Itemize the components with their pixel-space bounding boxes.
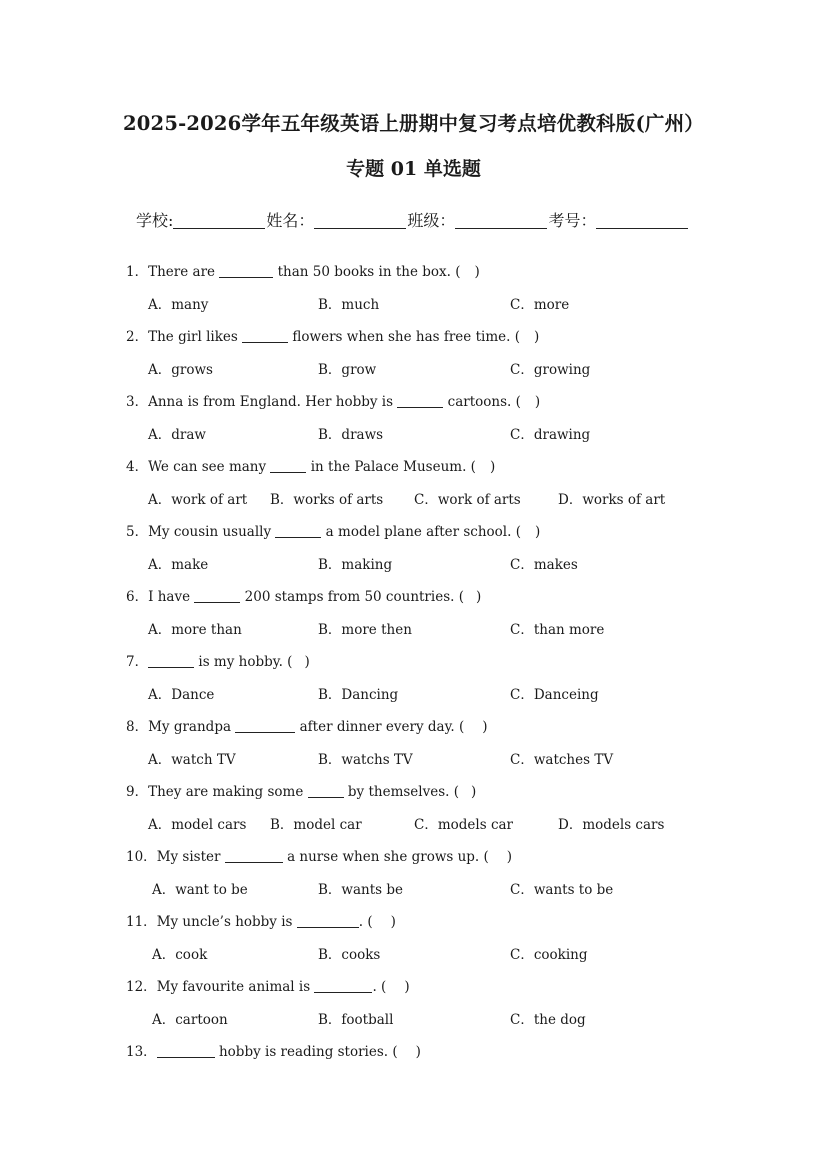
question-paren-close: ) <box>482 719 488 735</box>
option-9-d[interactable] <box>558 813 664 833</box>
option-letter: A． <box>148 557 172 573</box>
option-letter: A． <box>148 687 172 703</box>
option-text: the dog <box>533 1012 586 1028</box>
option-letter: C． <box>510 947 534 963</box>
option-text: cook <box>175 947 208 963</box>
question-text-before: My favourite animal is <box>156 979 311 995</box>
option-text: many <box>171 297 209 313</box>
option-letter: A． <box>148 752 172 768</box>
option-6-b[interactable] <box>318 618 412 638</box>
question-3 <box>126 390 540 410</box>
option-letter: C． <box>414 492 438 508</box>
question-text-after: by themselves. ( <box>347 784 460 800</box>
option-8-b[interactable] <box>318 748 413 768</box>
question-paren-close: ) <box>304 654 310 670</box>
question-paren-close: ) <box>404 979 410 995</box>
option-letter: A． <box>148 362 172 378</box>
option-letter: B． <box>318 557 342 573</box>
question-paren-close: ) <box>471 784 477 800</box>
option-text: than more <box>533 622 605 638</box>
question-13 <box>126 1040 421 1060</box>
option-letter: C． <box>510 362 534 378</box>
question-text-before: Anna is from England. Her hobby is <box>148 394 394 410</box>
answer-blank[interactable] <box>194 590 240 603</box>
option-letter: B． <box>318 427 342 443</box>
option-9-c[interactable] <box>414 813 513 833</box>
option-1-c[interactable] <box>510 293 569 313</box>
question-6 <box>126 585 481 605</box>
option-10-a[interactable] <box>152 878 248 898</box>
question-text-before: My grandpa <box>148 719 232 735</box>
option-7-a[interactable] <box>148 683 214 703</box>
question-text-after: a model plane after school. ( <box>325 524 521 540</box>
option-text: work of arts <box>437 492 521 508</box>
question-text-before: We can see many <box>148 459 267 475</box>
answer-blank[interactable] <box>219 265 273 278</box>
question-number: 12． <box>126 979 157 995</box>
option-letter: A． <box>148 492 172 508</box>
option-letter: A． <box>152 882 176 898</box>
school-field[interactable] <box>173 212 265 229</box>
question-text-after: . ( <box>372 979 387 995</box>
option-letter: B． <box>318 947 342 963</box>
option-text: growing <box>533 362 591 378</box>
option-1-b[interactable] <box>318 293 379 313</box>
question-paren-close: ) <box>534 394 541 410</box>
question-text-after: hobby is reading stories. ( <box>218 1044 398 1060</box>
question-number: 7． <box>126 654 149 670</box>
exam-number-label: 考号： <box>548 211 597 230</box>
option-text: makes <box>533 557 578 573</box>
option-3-c[interactable] <box>510 423 590 443</box>
class-label: 班级： <box>407 211 456 230</box>
answer-blank[interactable] <box>270 460 306 473</box>
question-paren-close: ) <box>489 459 496 475</box>
answer-blank[interactable] <box>157 1045 215 1058</box>
option-5-a[interactable] <box>148 553 208 573</box>
option-letter: C． <box>510 557 534 573</box>
answer-blank[interactable] <box>297 915 359 928</box>
option-3-b[interactable] <box>318 423 383 443</box>
question-paren-close: ) <box>390 914 396 930</box>
option-text: models cars <box>582 817 665 833</box>
answer-blank[interactable] <box>148 655 194 668</box>
question-number: 2． <box>126 329 149 345</box>
option-letter: B． <box>270 492 294 508</box>
school-label: 学校: <box>136 211 174 230</box>
option-text: drawing <box>533 427 591 443</box>
option-text: football <box>341 1012 394 1028</box>
option-text: Dance <box>171 687 215 703</box>
question-paren-close: ) <box>475 589 482 605</box>
option-11-b[interactable] <box>318 943 380 963</box>
option-text: wants to be <box>533 882 614 898</box>
option-text: more than <box>171 622 242 638</box>
question-paren-close: ) <box>415 1044 421 1060</box>
question-number: 4． <box>126 459 149 475</box>
question-number: 9． <box>126 784 149 800</box>
option-text: watchs TV <box>341 752 413 768</box>
question-number: 3． <box>126 394 149 410</box>
question-text-after: a nurse when she grows up. ( <box>287 849 489 865</box>
option-text: much <box>341 297 380 313</box>
class-field[interactable] <box>455 212 547 229</box>
option-4-a[interactable] <box>148 488 247 508</box>
question-text-after: 200 stamps from 50 countries. ( <box>244 589 464 605</box>
option-text: Danceing <box>533 687 599 703</box>
question-text-after: than 50 books in the box. ( <box>277 264 461 280</box>
option-3-a[interactable] <box>148 423 206 443</box>
question-text-after: . ( <box>358 914 373 930</box>
option-letter: C． <box>510 687 534 703</box>
option-1-a[interactable] <box>148 293 208 313</box>
question-text-before: The girl likes <box>148 329 238 345</box>
question-number: 13． <box>126 1044 157 1060</box>
option-9-b[interactable] <box>270 813 362 833</box>
question-7 <box>126 650 310 670</box>
option-letter: C． <box>510 427 534 443</box>
answer-blank[interactable] <box>308 785 344 798</box>
option-letter: B． <box>270 817 294 833</box>
option-6-a[interactable] <box>148 618 242 638</box>
answer-blank[interactable] <box>314 980 372 993</box>
option-text: draw <box>171 427 206 443</box>
option-8-a[interactable] <box>148 748 236 768</box>
answer-blank[interactable] <box>235 720 295 733</box>
option-letter: A． <box>148 427 172 443</box>
question-number: 10． <box>126 849 157 865</box>
option-text: want to be <box>175 882 248 898</box>
option-text: grow <box>341 362 377 378</box>
option-text: works of art <box>582 492 666 508</box>
question-text-after: flowers when she has free time. ( <box>292 329 520 345</box>
option-4-d[interactable] <box>558 488 665 508</box>
question-text-after: is my hobby. ( <box>198 654 293 670</box>
option-11-c[interactable] <box>510 943 588 963</box>
option-letter: B． <box>318 687 342 703</box>
option-text: wants be <box>341 882 403 898</box>
option-12-c[interactable] <box>510 1008 586 1028</box>
option-9-a[interactable] <box>148 813 246 833</box>
option-2-a[interactable] <box>148 358 213 378</box>
option-text: draws <box>341 427 384 443</box>
option-2-b[interactable] <box>318 358 376 378</box>
option-letter: A． <box>152 947 176 963</box>
option-6-c[interactable] <box>510 618 604 638</box>
option-10-b[interactable] <box>318 878 403 898</box>
question-9 <box>126 780 476 800</box>
question-text-before: I have <box>148 589 191 605</box>
option-text: work of art <box>171 492 248 508</box>
option-letter: B． <box>318 882 342 898</box>
option-text: making <box>341 557 393 573</box>
option-letter: D． <box>558 492 583 508</box>
option-letter: B． <box>318 1012 342 1028</box>
option-4-c[interactable] <box>414 488 521 508</box>
option-letter: B． <box>318 752 342 768</box>
answer-blank[interactable] <box>397 395 443 408</box>
option-letter: D． <box>558 817 583 833</box>
question-text-before: There are <box>148 264 216 280</box>
question-text-after: cartoons. ( <box>447 394 521 410</box>
option-5-b[interactable] <box>318 553 392 573</box>
option-text: cartoon <box>175 1012 228 1028</box>
option-4-b[interactable] <box>270 488 383 508</box>
option-letter: C． <box>510 1012 534 1028</box>
option-letter: B． <box>318 297 342 313</box>
question-5 <box>126 520 540 540</box>
question-text-before: My uncle’s hobby is <box>156 914 293 930</box>
option-8-c[interactable] <box>510 748 613 768</box>
question-text-before: My sister <box>156 849 221 865</box>
option-letter: A． <box>148 817 172 833</box>
option-letter: C． <box>510 297 534 313</box>
option-text: watches TV <box>533 752 614 768</box>
option-7-c[interactable] <box>510 683 599 703</box>
question-paren-close: ) <box>474 264 480 280</box>
question-text-after: in the Palace Museum. ( <box>310 459 476 475</box>
exam-number-field[interactable] <box>596 212 688 229</box>
option-letter: A． <box>152 1012 176 1028</box>
question-11 <box>126 910 396 930</box>
question-number: 8． <box>126 719 149 735</box>
option-text: cooking <box>533 947 588 963</box>
option-letter: C． <box>414 817 438 833</box>
answer-blank[interactable] <box>225 850 283 863</box>
page-title: 2025-2026学年五年级英语上册期中复习考点培优教科版(广州） <box>123 112 704 135</box>
answer-blank[interactable] <box>275 525 321 538</box>
question-4 <box>126 455 495 475</box>
option-text: cooks <box>341 947 381 963</box>
option-letter: C． <box>510 622 534 638</box>
option-text: models car <box>437 817 514 833</box>
question-number: 5． <box>126 524 149 540</box>
name-label: 姓名： <box>266 211 315 230</box>
option-10-c[interactable] <box>510 878 613 898</box>
question-1 <box>126 260 480 280</box>
question-12 <box>126 975 410 995</box>
option-text: watch TV <box>171 752 236 768</box>
name-field[interactable] <box>314 212 406 229</box>
question-10 <box>126 845 512 865</box>
option-text: more then <box>341 622 412 638</box>
answer-blank[interactable] <box>242 330 288 343</box>
option-text: works of arts <box>293 492 384 508</box>
option-text: grows <box>171 362 213 378</box>
page-subtitle: 专题 01 单选题 <box>346 158 481 180</box>
question-paren-close: ) <box>534 524 541 540</box>
question-text-before: My cousin usually <box>148 524 272 540</box>
question-number: 1． <box>126 264 149 280</box>
option-12-b[interactable] <box>318 1008 393 1028</box>
option-letter: A． <box>148 297 172 313</box>
student-info-row <box>136 208 689 231</box>
option-letter: C． <box>510 752 534 768</box>
option-letter: B． <box>318 622 342 638</box>
option-text: make <box>171 557 209 573</box>
question-text-before: They are making some <box>148 784 304 800</box>
option-12-a[interactable] <box>152 1008 228 1028</box>
option-letter: B． <box>318 362 342 378</box>
option-2-c[interactable] <box>510 358 590 378</box>
option-5-c[interactable] <box>510 553 578 573</box>
option-letter: C． <box>510 882 534 898</box>
question-text-after: after dinner every day. ( <box>299 719 465 735</box>
option-text: model car <box>293 817 362 833</box>
question-paren-close: ) <box>506 849 513 865</box>
option-text: more <box>533 297 570 313</box>
option-text: model cars <box>171 817 247 833</box>
option-7-b[interactable] <box>318 683 398 703</box>
question-2 <box>126 325 539 345</box>
question-number: 11． <box>126 914 157 930</box>
question-number: 6． <box>126 589 149 605</box>
option-11-a[interactable] <box>152 943 207 963</box>
option-text: Dancing <box>341 687 399 703</box>
question-paren-close: ) <box>533 329 540 345</box>
question-8 <box>126 715 488 735</box>
option-letter: A． <box>148 622 172 638</box>
